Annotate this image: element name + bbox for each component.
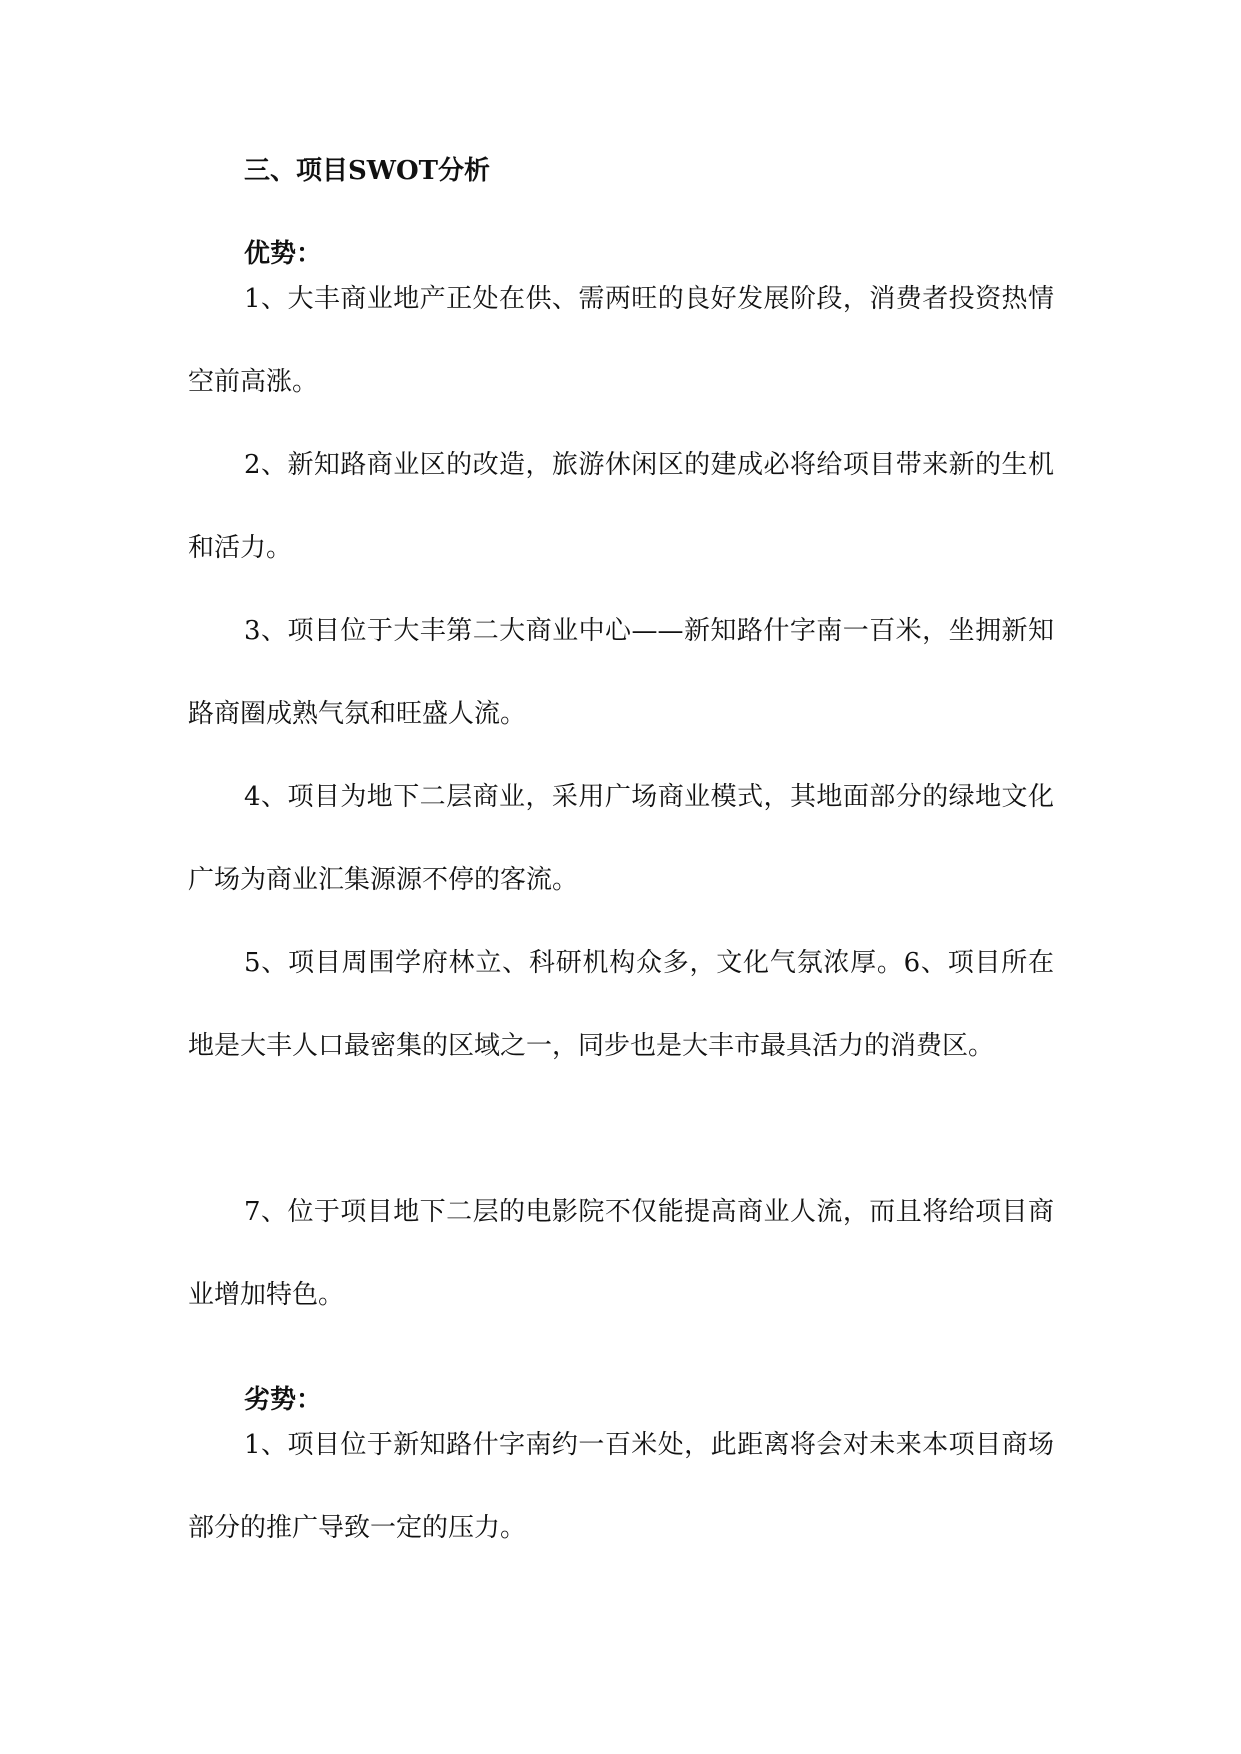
strength-item-5: 5、项目周围学府林立、科研机构众多，文化气氛浓厚。6、项目所在地是大丰人口最密集的区域之一，同步也是大丰市最具活力的消费区。 — [188, 948, 1054, 1061]
strengths-heading: 优势： — [244, 239, 323, 269]
strength-item-3: 3、项目位于大丰第二大商业中心——新知路什字南一百米，坐拥新知路商圈成熟气氛和旺盛人流。 — [188, 616, 1054, 729]
section-title: 三、项目SWOT分析 — [244, 156, 490, 186]
weaknesses-heading: 劣势： — [244, 1385, 323, 1415]
strength-item-2: 2、新知路商业区的改造，旅游休闲区的建成必将给项目带来新的生机和活力。 — [188, 450, 1054, 563]
strength-item-1: 1、大丰商业地产正处在供、需两旺的良好发展阶段，消费者投资热情空前高涨。 — [188, 284, 1054, 397]
weakness-item-1: 1、项目位于新知路什字南约一百米处，此距离将会对未来本项目商场部分的推广导致一定的压力。 — [188, 1430, 1054, 1543]
strength-item-4: 4、项目为地下二层商业，采用广场商业模式，其地面部分的绿地文化广场为商业汇集源源不停的客流。 — [188, 782, 1054, 895]
strength-item-7: 7、位于项目地下二层的电影院不仅能提高商业人流，而且将给项目商业增加特色。 — [188, 1197, 1054, 1310]
